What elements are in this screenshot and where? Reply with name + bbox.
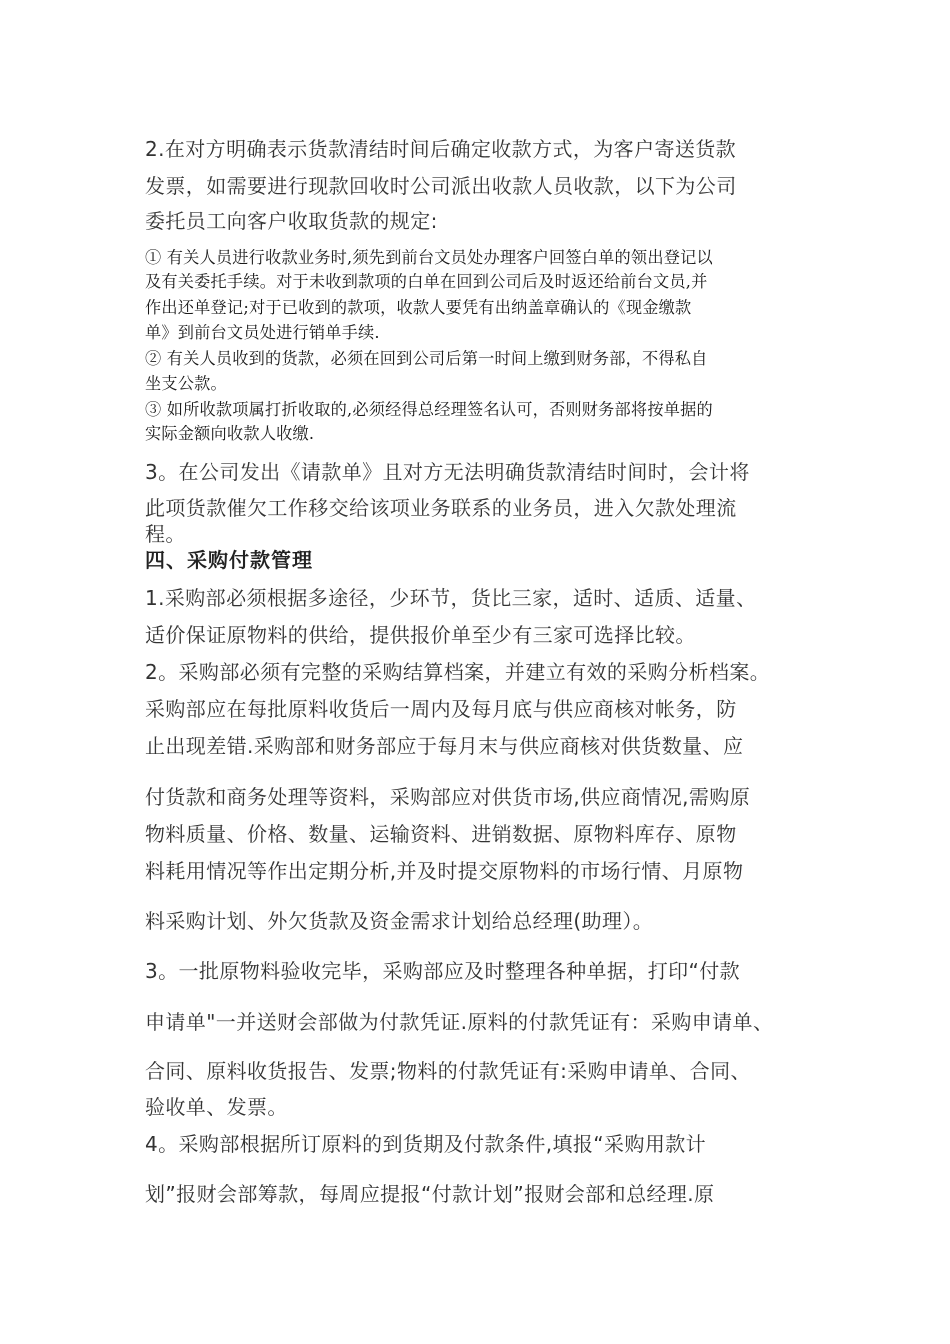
text-line: 作出还单登记;对于已收到的款项，收款人要凭有出纳盖章确认的《现金缴款 (145, 298, 692, 317)
text-line: 申请单"一并送财会部做为付款凭证.原料的付款凭证有：采购申请单、 (145, 1010, 774, 1034)
text-line: 及有关委托手续。对于未收到款项的白单在回到公司后及时返还给前台文员,并 (145, 272, 708, 291)
text-line: 划”报财会部筹款，每周应提报“付款计划”报财会部和总经理.原 (145, 1182, 715, 1206)
text-line: ① 有关人员进行收款业务时,须先到前台文员处办理客户回签白单的领出登记以 (145, 248, 713, 267)
text-line: 适价保证原物料的供给，提供报价单至少有三家可选择比较。 (145, 623, 696, 647)
text-line: 料采购计划、外欠货款及资金需求计划给总经理(助理）。 (145, 909, 654, 933)
text-line: 3。一批原物料验收完毕，采购部应及时整理各种单据，打印“付款 (145, 959, 741, 983)
text-line: ② 有关人员收到的货款，必须在回到公司后第一时间上缴到财务部，不得私自 (145, 349, 708, 368)
text-line: 2.在对方明确表示货款清结时间后确定收款方式，为客户寄送货款 (145, 137, 737, 161)
text-line: 委托员工向客户收取货款的规定: (145, 209, 438, 233)
text-line: 程。 (145, 522, 186, 546)
text-line: 料耗用情况等作出定期分析,并及时提交原物料的市场行情、月原物 (145, 859, 744, 883)
text-line: 2。采购部必须有完整的采购结算档案，并建立有效的采购分析档案。 (145, 660, 771, 684)
text-line: 验收单、发票。 (145, 1095, 288, 1119)
text-line: 采购部应在每批原料收货后一周内及每月底与供应商核对帐务，防 (145, 697, 737, 721)
text-line: 1.采购部必须根据多途径，少环节，货比三家，适时、适质、适量、 (145, 586, 757, 610)
text-line: 物料质量、价格、数量、运输资料、进销数据、原物料库存、原物 (145, 822, 737, 846)
text-line: ③ 如所收款项属打折收取的,必须经得总经理签名认可，否则财务部将按单据的 (145, 400, 713, 419)
section-heading: 四、采购付款管理 (145, 548, 313, 572)
text-line: 此项货款催欠工作移交给该项业务联系的业务员，进入欠款处理流 (145, 496, 737, 520)
text-line: 3。在公司发出《请款单》且对方无法明确货款清结时间时，会计将 (145, 460, 750, 484)
text-line: 4。采购部根据所订原料的到货期及付款条件,填报“采购用款计 (145, 1132, 707, 1156)
text-line: 单》到前台文员处进行销单手续. (145, 323, 380, 342)
text-line: 付货款和商务处理等资料，采购部应对供货市场,供应商情况,需购原 (145, 785, 751, 809)
text-line: 止出现差错.采购部和财务部应于每月末与供应商核对供货数量、应 (145, 734, 744, 758)
text-line: 坐支公款。 (145, 374, 227, 393)
text-line: 发票，如需要进行现款回收时公司派出收款人员收款，以下为公司 (145, 174, 737, 198)
text-line: 合同、原料收货报告、发票;物料的付款凭证有:采购申请单、合同、 (145, 1059, 751, 1083)
text-line: 实际金额向收款人收缴. (145, 424, 315, 443)
